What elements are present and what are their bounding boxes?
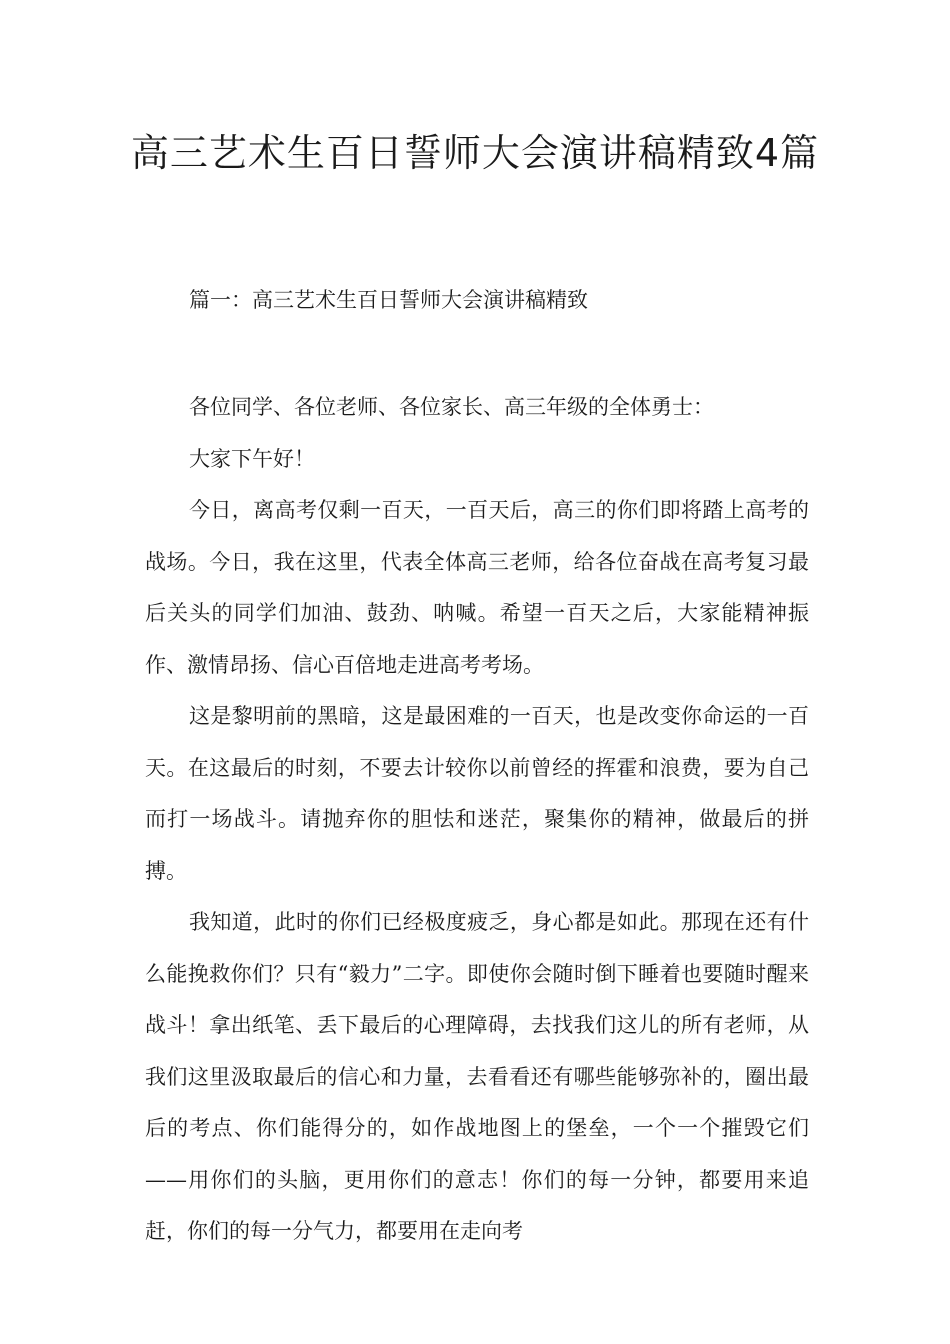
greeting-paragraph: 各位同学、各位老师、各位家长、高三年级的全体勇士： [189,395,714,419]
document-body [145,382,809,1258]
document-title: 高三艺术生百日誓师大会演讲稿精致4篇 [130,131,820,175]
body-paragraph: 我知道，此时的你们已经极度疲乏，身心都是如此。那现在还有什么能挽救你们？只有“毅力”二字。即使你会随时倒下睡着也要随时醒来战斗！拿出纸笔、丢下最后的心理障碍，去找我们这儿的所有老师，从我们这里汲取最后的信心和力量，去看看还有哪些能够弥补的，圈出最后的考点、你们能得分的，如作战地图上的堡垒，一个一个摧毁它们——用你们的头脑，更用你们的意志！你们的每一分钟，都要用来追赶，你们的每一分气力，都要用在走向考 [145,910,809,1243]
salutation-paragraph: 大家下午好！ [189,446,315,471]
body-paragraph: 今日，离高考仅剩一百天，一百天后，高三的你们即将踏上高考的战场。今日，我在这里，代表全体高三老师，给各位奋战在高考复习最后关头的同学们加油、鼓劲、呐喊。希望一百天之后，大家能精神振作、激情昂扬、信心百倍地走进高考考场。 [145,498,809,677]
section-heading: 篇一：高三艺术生百日誓师大会演讲稿精致 [189,288,588,312]
body-paragraph: 这是黎明前的黑暗，这是最困难的一百天，也是改变你命运的一百天。在这最后的时刻，不要去计较你以前曾经的挥霍和浪费，要为自己而打一场战斗。请抛弃你的胆怯和迷茫，聚集你的精神，做最后的拼搏。 [145,704,809,883]
